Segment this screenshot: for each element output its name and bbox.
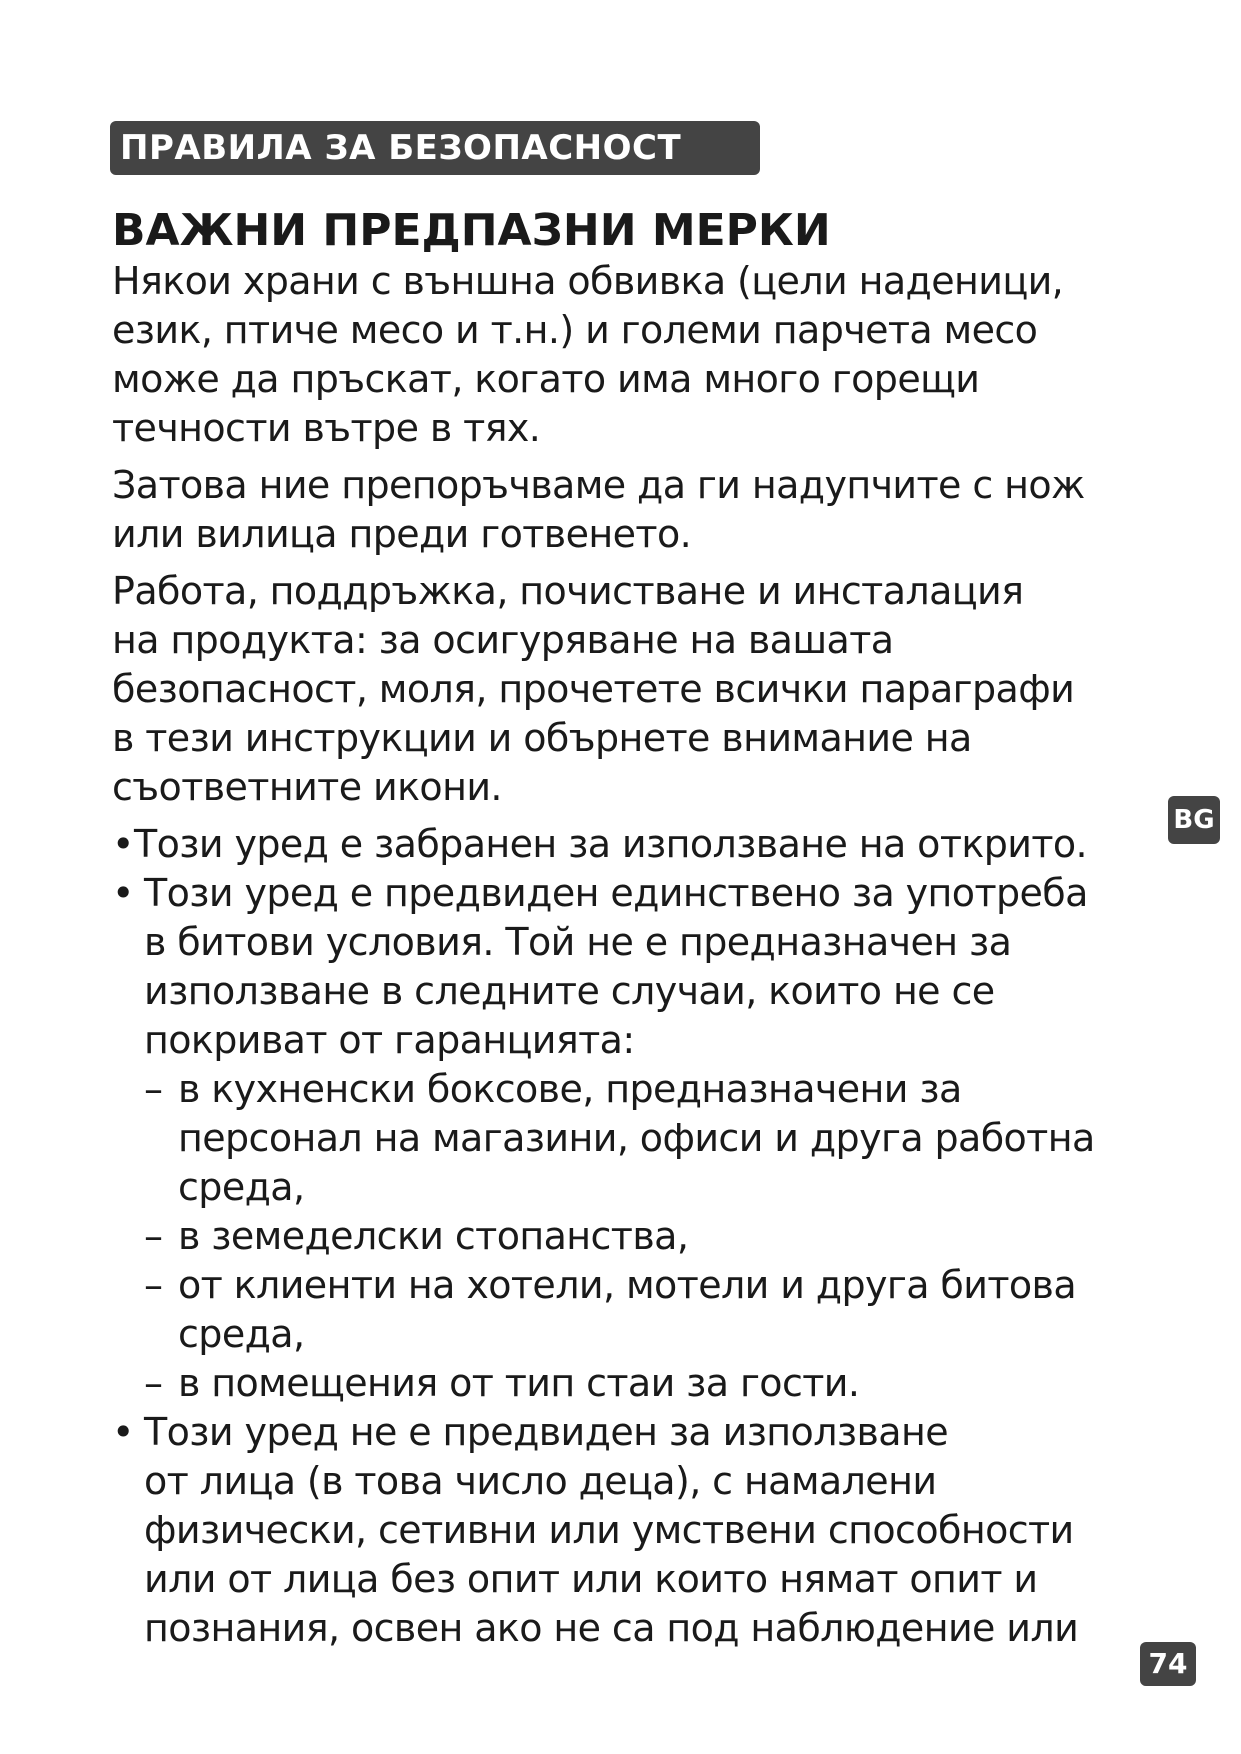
page-number: 74	[1140, 1642, 1196, 1686]
text-line: физически, сетивни или умствени способности	[144, 1508, 1074, 1552]
text-line: персонал на магазини, офиси и друга работна	[178, 1116, 1095, 1160]
text-line: в тези инструкции и обърнете внимание на	[112, 716, 972, 760]
text-line: в помещения от тип стаи за гости.	[178, 1361, 860, 1405]
bullet-item-1	[112, 820, 1152, 869]
text-line: покриват от гаранцията:	[144, 1018, 635, 1062]
text-line: език, птиче месо и т.н.) и големи парчета месо	[112, 308, 1038, 352]
text-line: на продукта: за осигуряване на вашата	[112, 618, 894, 662]
text-line: използване в следните случаи, които не се	[144, 969, 995, 1013]
bullet-item-2	[112, 869, 1152, 1065]
dash-marker: –	[144, 1361, 163, 1405]
text-line: течности вътре в тях.	[112, 406, 541, 450]
sub-item-4	[144, 1359, 1152, 1408]
sub-item-3	[144, 1261, 1152, 1359]
text-line: Този уред е забранен за използване на открито.	[134, 822, 1087, 866]
heading: ВАЖНИ ПРЕДПАЗНИ МЕРКИ	[112, 205, 831, 256]
text-line: Затова ние препоръчваме да ги надупчите с нож	[112, 463, 1085, 507]
paragraph-3	[112, 567, 1152, 812]
dash-marker: –	[144, 1263, 163, 1307]
text-line: в земеделски стопанства,	[178, 1214, 689, 1258]
text-line: Този уред е предвиден единствено за употреба	[144, 871, 1088, 915]
bullet-marker: •	[112, 1410, 134, 1454]
text-line: в кухненски боксове, предназначени за	[178, 1067, 962, 1111]
sub-item-1	[144, 1065, 1152, 1212]
bullet-item-3	[112, 1408, 1152, 1653]
text-line: или вилица преди готвенето.	[112, 512, 692, 556]
sub-item-2	[144, 1212, 1152, 1261]
document-body	[112, 205, 1152, 1653]
language-tab: BG	[1168, 796, 1220, 844]
section-title-bar: ПРАВИЛА ЗА БЕЗОПАСНОСТ	[110, 121, 760, 175]
text-line: може да пръскат, когато има много горещи	[112, 357, 980, 401]
text-line: среда,	[178, 1165, 305, 1209]
text-line: Този уред не е предвиден за използване	[144, 1410, 948, 1454]
text-line: Някои храни с външна обвивка (цели наденици,	[112, 259, 1064, 303]
dash-marker: –	[144, 1214, 163, 1258]
bullet-marker: •	[112, 871, 134, 915]
paragraph-2	[112, 461, 1152, 559]
bullet-marker: •	[112, 822, 134, 866]
dash-marker: –	[144, 1067, 163, 1111]
text-line: в битови условия. Той не е предназначен за	[144, 920, 1012, 964]
text-line: или от лица без опит или които нямат опит и	[144, 1557, 1038, 1601]
text-line: познания, освен ако не са под наблюдение или	[144, 1606, 1079, 1650]
text-line: среда,	[178, 1312, 305, 1356]
text-line: съответните икони.	[112, 765, 502, 809]
text-line: от клиенти на хотели, мотели и друга битова	[178, 1263, 1077, 1307]
text-line: Работа, поддръжка, почистване и инсталация	[112, 569, 1024, 613]
paragraph-1	[112, 257, 1152, 453]
text-line: безопасност, моля, прочетете всички параграфи	[112, 667, 1075, 711]
text-line: от лица (в това число деца), с намалени	[144, 1459, 937, 1503]
